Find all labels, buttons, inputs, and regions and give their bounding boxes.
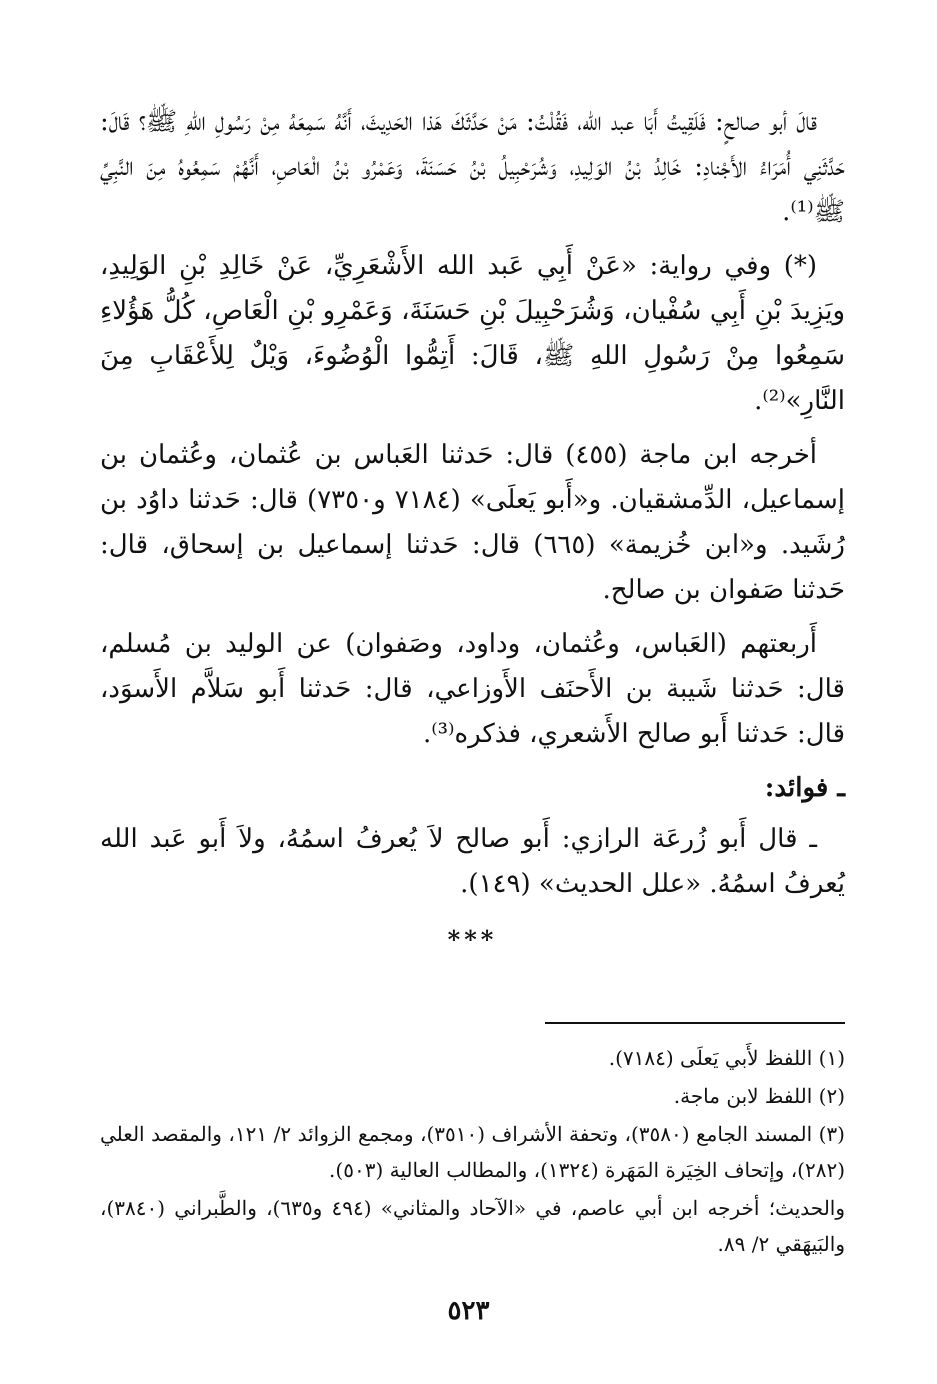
footnote-3-continuation: والحديث؛ أخرجه ابن أبي عاصم، في «الآحاد والمثاني» (٤٩٤ و٦٣٥)، والطَّبراني (٣٨٤٠)، والبَيهَقي ٢/ ٨٩. [100,1196,846,1256]
paragraph-chain: أَربعتهم (العَباس، وعُثمان، وداود، وصَفوان) عن الوليد بن مُسلم، قال: حَدثنا شَيبة بن الأَحنَف الأَوزاعي، قال: حَدثنا أَبو سَلاَّم الأَسوَد، قال: حَدثنا أَبو صالح الأَشعري، فذكره⁽³⁾. [100,629,845,749]
footnote-3: (٣) المسند الجامع (٣٥٨٠)، وتحفة الأشراف (٣٥١٠)، ومجمع الزوائد ٢/ ١٢١، والمقصد العلي (٢٨٢)، وإتحاف الخِيَرة المَهَرة (١٣٢٤)، والمطالب العالية (٥٠٣). [100,1122,845,1182]
paragraph-takhrij: أخرجه ابن ماجة (٤٥٥) قال: حَدثنا العَباس بن عُثمان، وعُثمان بن إسماعيل، الدِّمشقيان. و«أَبو يَعلَى» (٧١٨٤ و٧٣٥٠) قال: حَدثنا داوُد بن رُشَيد. و«ابن خُزيمة» (٦٦٥) قال: حَدثنا إسماعيل بن إسحاق، قال: حَدثنا صَفوان بن صالح. [100,440,846,605]
footnote-divider [545,1022,845,1024]
benefits-paragraph: ـ قال أَبو زُرعَة الرازي: أَبو صالح لاَ يُعرفُ اسمُهُ، ولاَ أَبو عَبد الله يُعرفُ اسمُهُ. «علل الحديث» (١٤٩). [100,824,845,899]
footnote-2: (٢) اللفظ لابن ماجة. [673,1084,845,1108]
paragraph-other-narration: (*) وفي رواية: «عَنْ أَبِي عَبد الله الأَشْعَرِيِّ، عَنْ خَالِدِ بْنِ الوَلِيدِ، ويَزِيدَ بْنِ أَبِي سُفْيان، وَشُرَحْبِيلَ بْنِ حَسَنَةَ، وَعَمْرِو بْنِ الْعَاصِ، كُلُّ هَؤُلاءِ سَمِعُوا مِنْ رَسُولِ اللهِ ﷺ، قَالَ: أَتِمُّوا الْوُضُوءَ، وَيْلٌ لِلأَعْقَابِ مِنَ النَّارِ»⁽²⁾. [100,251,845,416]
main-text [100,100,845,962]
footnotes [100,1040,845,1264]
section-separator: *** [447,925,498,954]
page-number: ٥٢٣ [447,1296,490,1326]
benefits-heading: ـ فوائد: [764,773,845,803]
footnote-1: (١) اللفظ لأَبي يَعلَى (٧١٨٤). [608,1046,845,1070]
paragraph-narration: قالَ أبو صالحٍ: فَلَقِيتُ أَبَا عبد الله، فَقُلْتُ: مَنْ حَدَّثَكَ هَذا الحَدِيثَ، أَنَّهُ سَمِعَهُ مِنْ رَسُولِ اللهِ ﷺ؟ قَالَ: حَدَّثَنِي أُمَرَاءُ الأَجْنادِ: خَالِدُ بْنُ الوَلِيدِ، وَشُرَحْبِيلُ بْنُ حَسَنَةَ، وَعَمْرُو بْنُ الْعَاصِ، أَنَّهُمْ سَمِعُوهُ مِنَ النَّبِيِّ ﷺ⁽¹⁾. [100,107,845,227]
